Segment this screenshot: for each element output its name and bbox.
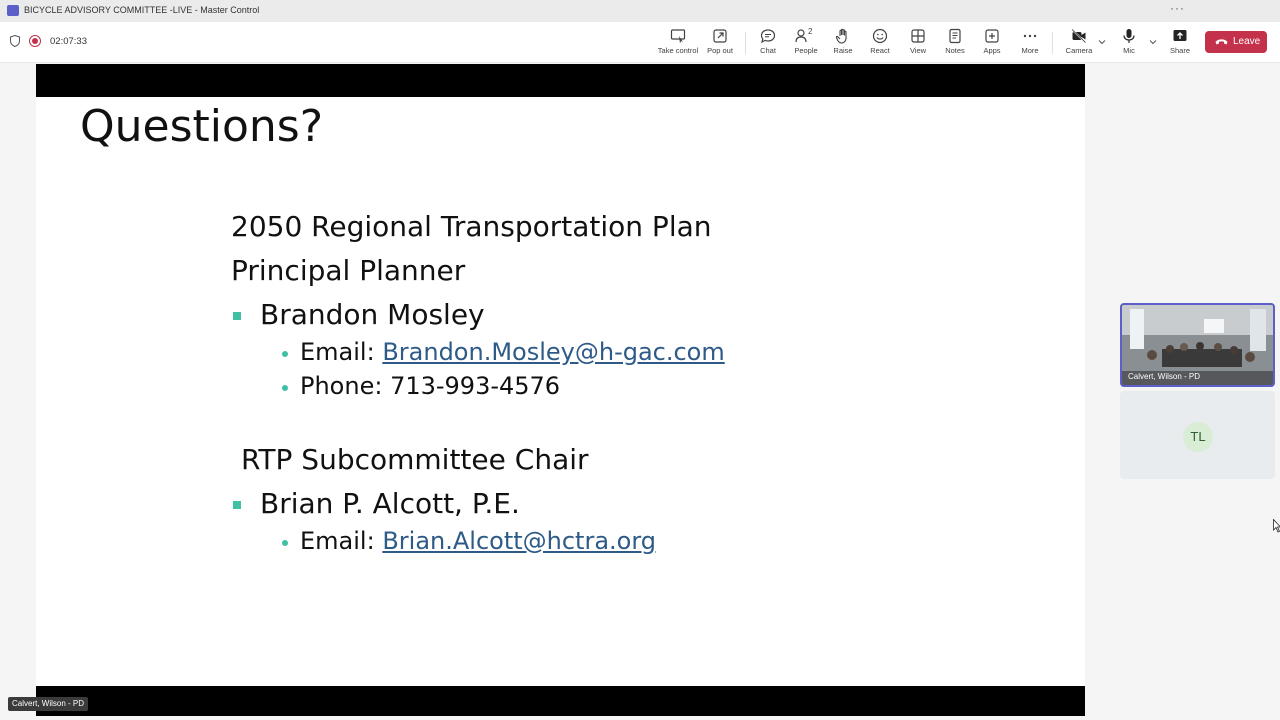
hang-up-icon	[1215, 38, 1228, 45]
window-menu-icon[interactable]: ···	[1170, 1, 1185, 15]
slide-top-bar	[36, 64, 1085, 97]
slide-section-heading: RTP Subcommittee Chair	[241, 443, 589, 476]
leave-button[interactable]: Leave	[1205, 31, 1267, 53]
pop-out-button[interactable]: Pop out	[702, 26, 738, 60]
bullet-square-icon	[233, 312, 241, 320]
share-screen-icon	[1172, 28, 1188, 44]
email-link[interactable]: Brian.Alcott@hctra.org	[382, 527, 657, 555]
more-icon	[1022, 28, 1038, 44]
bullet-dot-icon	[282, 385, 288, 391]
slide-title: Questions?	[80, 101, 324, 152]
contact-name: Brian P. Alcott, P.E.	[260, 487, 520, 520]
camera-button[interactable]: Camera	[1062, 26, 1096, 60]
recording-icon	[29, 35, 41, 47]
react-button[interactable]: React	[865, 26, 895, 60]
toolbar-divider	[745, 32, 746, 54]
mouse-cursor-icon	[1273, 519, 1280, 533]
notes-button[interactable]: Notes	[940, 26, 970, 60]
people-button[interactable]: 2 People	[794, 27, 818, 55]
contact-email-line: Email: Brian.Alcott@hctra.org	[300, 527, 657, 555]
contact-phone-line: Phone: 713-993-4576	[300, 372, 561, 400]
email-link[interactable]: Brandon.Mosley@h-gac.com	[382, 338, 725, 366]
contact-name: Brandon Mosley	[260, 298, 485, 331]
view-button[interactable]: View	[903, 26, 933, 60]
pop-out-icon	[712, 28, 728, 44]
chat-icon	[760, 28, 776, 44]
more-button[interactable]: More	[1015, 26, 1045, 60]
mic-button[interactable]: Mic	[1115, 26, 1143, 60]
slide-section-subheading: Principal Planner	[231, 254, 466, 287]
raise-hand-button[interactable]: Raise	[828, 26, 858, 60]
smiley-icon	[872, 28, 888, 44]
camera-options-chevron-icon[interactable]	[1098, 38, 1106, 46]
add-apps-icon	[984, 28, 1000, 44]
take-control-icon	[670, 28, 686, 44]
hand-icon	[835, 28, 851, 44]
presenter-name-tag: Calvert, Wilson - PD	[8, 697, 88, 711]
people-count: 2	[808, 27, 813, 36]
participant-avatar-tile[interactable]	[1120, 391, 1275, 479]
meeting-timer: 02:07:33	[50, 36, 87, 47]
notes-icon	[947, 28, 963, 44]
microphone-icon	[1121, 28, 1137, 44]
title-bar	[0, 0, 1280, 22]
shield-icon	[10, 35, 20, 47]
slide-section-heading: 2050 Regional Transportation Plan	[231, 210, 712, 243]
chat-button[interactable]: Chat	[752, 26, 784, 60]
mic-options-chevron-icon[interactable]	[1149, 38, 1157, 46]
apps-button[interactable]: Apps	[977, 26, 1007, 60]
participant-name: Calvert, Wilson - PD	[1128, 372, 1201, 381]
shared-slide	[36, 97, 1085, 686]
participant-video-tile[interactable]	[1120, 303, 1275, 387]
teams-logo-icon	[7, 5, 19, 16]
avatar: TL	[1183, 422, 1213, 452]
bullet-dot-icon	[282, 540, 288, 546]
contact-email-line: Email: Brandon.Mosley@h-gac.com	[300, 338, 725, 366]
slide-bottom-bar	[36, 686, 1085, 716]
meeting-toolbar	[0, 22, 1280, 63]
bullet-dot-icon	[282, 351, 288, 357]
toolbar-divider	[1052, 32, 1053, 54]
take-control-button[interactable]: Take control	[656, 26, 700, 60]
bullet-square-icon	[233, 501, 241, 509]
camera-off-icon	[1071, 28, 1087, 44]
phone-number: 713-993-4576	[390, 372, 561, 400]
grid-view-icon	[910, 28, 926, 44]
window-title: BICYCLE ADVISORY COMMITTEE -LIVE - Master Control	[24, 5, 260, 15]
share-button[interactable]: Share	[1165, 26, 1195, 60]
